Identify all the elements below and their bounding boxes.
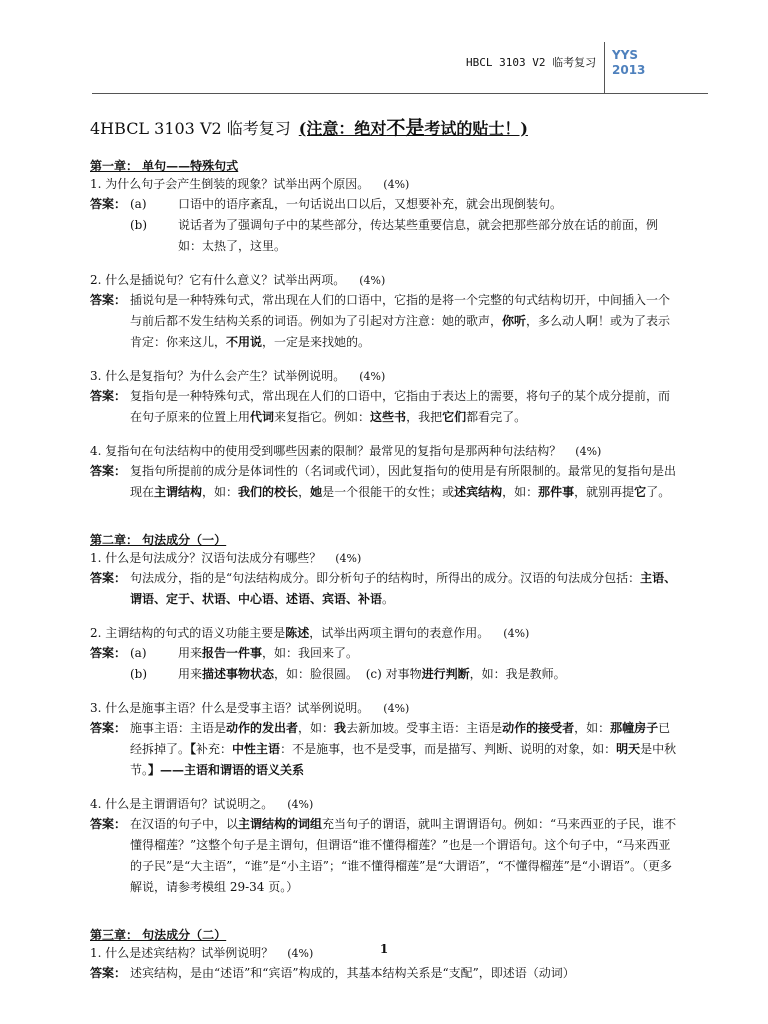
question-text: 4. 什么是主谓谓语句？试说明之。 (4%) — [90, 797, 314, 811]
answer — [90, 643, 680, 685]
ch1-question-3 — [90, 367, 680, 428]
question-text: 1. 什么是述宾结构？试举例说明？ (4%) — [90, 946, 314, 960]
question-text: 4. 复指句在句法结构中的使用受到哪些因素的限制？最常见的复指句是那两种句法结构？ (4%) — [90, 444, 602, 458]
answer-item-a: (a) 口语中的语序紊乱，一句话说出口以后，又想要补充，就会出现倒装句。 — [130, 197, 563, 211]
header-year: 2013 — [612, 63, 646, 77]
page-header — [0, 0, 768, 94]
header-org — [612, 48, 645, 78]
answer-label: 答案： — [90, 197, 127, 211]
title-note-emphasis: 不是 — [386, 117, 425, 139]
answer-label: 答案： — [90, 966, 127, 980]
question-text: 1. 为什么句子会产生倒装的现象？试举出两个原因。 (4%) — [90, 177, 410, 191]
answer-label: 答案： — [90, 464, 127, 478]
answer: 答案： 复指句是一种特殊句式，常出现在人们的口语中，它指由于表达上的需要，将句子的某个成分提前，而在句子原来的位置上用代词来复指它。例如：这些书，我把它们都看完了。 — [90, 386, 680, 428]
answer-label: 答案： — [90, 721, 127, 735]
answer-label: 答案： — [90, 389, 127, 403]
chapter-3-heading: 第三章： 句法成分（二） — [90, 928, 227, 942]
answer: 答案： 在汉语的句子中，以主谓结构的词组充当句子的谓语，就叫主谓谓语句。例如：“马来西亚的子民，谁不懂得榴莲？”这整个句子是主谓句，但谓语“谁不懂得榴莲？”也是一个谓语句。这个句子中，“马来西亚的子民”是“大主语”，“谁”是“小主语”；“谁不懂得榴莲”是“大谓语”，“不懂得榴莲”是“小谓语”。（更多解说，请参考模组 29-34 页。） — [90, 814, 680, 898]
ch1-question-4 — [90, 442, 680, 503]
question-text: 3. 什么是施事主语？什么是受事主语？试举例说明。 (4%) — [90, 701, 410, 715]
document-body — [90, 116, 680, 998]
ch1-question-1 — [90, 175, 680, 257]
header-divider — [604, 42, 605, 94]
ch2-question-2 — [90, 624, 680, 685]
chapter-2-heading: 第二章： 句法成分（一） — [90, 533, 227, 547]
chapter-1-heading: 第一章： 单句——特殊句式 — [90, 159, 239, 173]
answer-item-b: (b) 说话者为了强调句子中的某些部分，传达某些重要信息，就会把那些部分放在话的前面，例如：太热了，这里。 — [130, 218, 659, 253]
answer — [90, 194, 680, 257]
header-rule — [92, 93, 708, 94]
answer-label: 答案： — [90, 817, 127, 831]
ch2-question-4 — [90, 795, 680, 898]
answer: 答案： 句法成分，指的是“句法结构成分。即分析句子的结构时，所得出的成分。汉语的句法成分包括：主语、谓语、定于、状语、中心语、述语、宾语、补语。 — [90, 568, 680, 610]
title-note — [299, 119, 528, 138]
title-note-b: 考试的贴士！) — [424, 119, 528, 138]
answer: 答案： 复指句所提前的成分是体词性的（名词或代词），因此复指句的使用是有所限制的。最常见的复指句是出现在主谓结构，如：我们的校长，她是一个很能干的女性；或述宾结构，如：那件事，就别再提它了。 — [90, 461, 680, 503]
question-text: 2. 什么是插说句？它有什么意义？试举出两项。 (4%) — [90, 273, 386, 287]
title-note-a: (注意：绝对 — [298, 119, 387, 138]
ch2-question-1 — [90, 549, 680, 610]
header-course: HBCL 3103 V2 临考复习 — [466, 56, 597, 69]
answer: 答案： 插说句是一种特殊句式，常出现在人们的口语中，它指的是将一个完整的句式结构切开，中间插入一个与前后都不发生结构关系的词语。例如为了引起对方注意：她的歌声，你听，多么动人啊！或为了表示肯定：你来这儿，不用说，一定是来找她的。 — [90, 290, 680, 353]
header-org-name: YYS — [612, 48, 639, 62]
answer: 答案： 施事主语：主语是动作的发出者，如：我去新加坡。受事主语：主语是动作的接受者，如：那幢房子已经拆掉了。【补充：中性主语：不是施事，也不是受事，而是描写、判断、说明的对象，如：明天是中秋节。】——主语和谓语的语义关系 — [90, 718, 680, 781]
ch1-question-2 — [90, 271, 680, 353]
answer-label: 答案： — [90, 571, 127, 585]
ch2-question-3 — [90, 699, 680, 781]
question-text: 1. 什么是句法成分？汉语句法成分有哪些？ (4%) — [90, 551, 362, 565]
page-title — [90, 116, 680, 141]
answer-item-b: (b) 用来描述事物状态，如：脸很圆。 (c) 对事物进行判断，如：我是教师。 — [130, 667, 566, 681]
answer-label: 答案： — [90, 293, 127, 307]
page-number: 1 — [379, 942, 389, 956]
answer-item-a: (a) 用来报告一件事，如：我回来了。 — [130, 646, 359, 660]
title-main: 4HBCL 3103 V2 临考复习 — [90, 119, 291, 138]
answer-item-c-mark: (c) — [365, 667, 382, 681]
answer: 答案： 述宾结构，是由“述语”和“宾语”构成的，其基本结构关系是“支配”，即述语（动词） — [90, 963, 680, 984]
question-text: 3. 什么是复指句？为什么会产生？试举例说明。 (4%) — [90, 369, 386, 383]
answer-label: 答案： — [90, 646, 127, 660]
question-text: 2. 主谓结构的句式的语义功能主要是陈述，试举出两项主谓句的表意作用。 (4%) — [90, 626, 530, 640]
